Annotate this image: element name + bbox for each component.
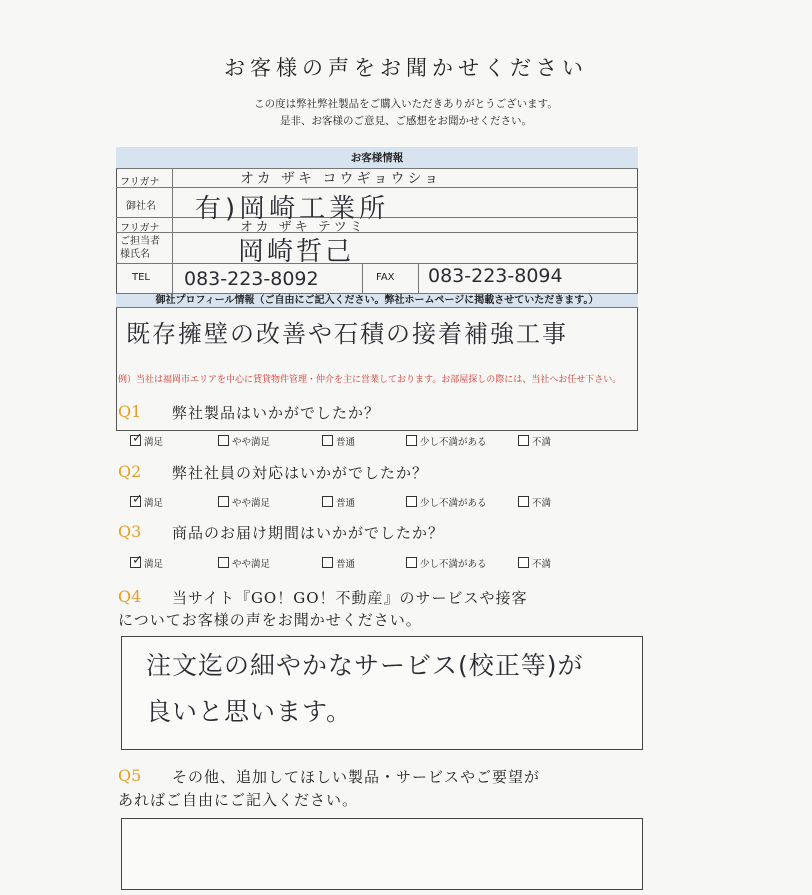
customer-info-header: お客様情報 [116, 147, 638, 169]
check-mark-icon: ✓ [132, 553, 143, 568]
fax-value: 083-223-8094 [428, 265, 563, 287]
q1-number: Q1 [118, 402, 142, 421]
person-label: ご担当者 様氏名 [120, 236, 160, 260]
checkbox[interactable] [406, 496, 417, 507]
q5-text-line-2: あればご自由にご記入ください。 [118, 791, 359, 809]
column-divider [418, 263, 419, 293]
q1-option-4[interactable]: 少し不満がある [406, 434, 487, 448]
q3-text: 商品のお届け期間はいかがでしたか？ [172, 524, 445, 542]
checkbox[interactable] [218, 496, 229, 507]
q3-option-3[interactable]: 普通 [322, 556, 355, 570]
q4-text-line-2: についてお客様の声をお聞かせください。 [118, 611, 422, 629]
tel-value: 083-223-8092 [184, 268, 319, 290]
company-name-value: 有)岡崎工業所 [195, 194, 390, 224]
q5-number: Q5 [118, 766, 142, 785]
column-divider [172, 169, 173, 293]
checkbox[interactable] [322, 557, 333, 568]
profile-value: 既存擁壁の改善や石積の接着補強工事 [126, 320, 568, 348]
q4-text-line-1: 当サイト『GO！GO！不動産』のサービスや接客 [172, 589, 528, 607]
q4-answer-line-1: 注文迄の細やかなサービス(校正等)が [146, 651, 584, 680]
q3-option-1[interactable]: ✓ 満足 [132, 553, 164, 570]
q1-option-1[interactable]: ✓ 満足 [132, 431, 164, 448]
column-divider [362, 263, 363, 293]
furigana2-label: フリガナ [120, 223, 160, 234]
checkbox[interactable] [518, 435, 529, 446]
checkbox[interactable] [518, 557, 529, 568]
q4-number: Q4 [118, 587, 142, 606]
q2-text: 弊社社員の対応はいかがでしたか？ [172, 464, 429, 482]
intro-line-2: 是非、お客様のご意見、ご感想をお聞かせください。 [280, 115, 532, 127]
q3-option-4[interactable]: 少し不満がある [406, 556, 487, 570]
row-divider [116, 263, 638, 264]
q2-option-3[interactable]: 普通 [322, 495, 355, 509]
person-name-value: 岡崎哲己 [238, 237, 355, 267]
q1-option-3[interactable]: 普通 [322, 434, 355, 448]
q3-number: Q3 [118, 522, 142, 541]
checkbox[interactable] [406, 557, 417, 568]
q1-text: 弊社製品はいかがでしたか？ [172, 404, 381, 422]
q2-option-1[interactable]: ✓ 満足 [132, 492, 164, 509]
page-title: お客様の声をお聞かせください [224, 56, 588, 80]
checkbox[interactable] [130, 553, 143, 568]
q2-option-5[interactable]: 不満 [518, 495, 551, 509]
checkbox[interactable] [130, 492, 143, 507]
q4-answer-line-2: 良いと思います。 [146, 697, 353, 726]
checkbox[interactable] [322, 496, 333, 507]
check-mark-icon: ✓ [132, 431, 143, 446]
checkbox[interactable] [218, 435, 229, 446]
company-label: 御社名 [126, 201, 156, 212]
q2-option-4[interactable]: 少し不満がある [406, 495, 487, 509]
company-furigana-value: オカ ザキ コウギョウショ [240, 171, 442, 187]
q3-option-2[interactable]: やや満足 [218, 556, 270, 570]
person-furigana-value: オカ ザキ テツミ [240, 220, 366, 235]
q3-option-5[interactable]: 不満 [518, 556, 551, 570]
tel-label: TEL [132, 272, 150, 283]
check-mark-icon: ✓ [132, 492, 143, 507]
checkbox[interactable] [130, 431, 143, 446]
checkbox[interactable] [518, 496, 529, 507]
q2-number: Q2 [118, 462, 142, 481]
q5-answer-box[interactable] [121, 818, 643, 890]
profile-header: 御社プロフィール情報（ご自由にご記入ください。弊社ホームページに掲載させていただきます。） [116, 293, 638, 308]
q1-option-2[interactable]: やや満足 [218, 434, 270, 448]
row-divider [116, 232, 638, 233]
checkbox[interactable] [406, 435, 417, 446]
example-note: 例）当社は福岡市エリアを中心に賃貸物件管理・仲介を主に営業しております。お部屋探しの際には、当社へお任せ下さい。 [118, 375, 622, 385]
intro-line-1: この度は弊社弊社製品をご購入いただきありがとうございます。 [254, 98, 558, 110]
q5-text-line-1: その他、追加してほしい製品・サービスやご要望が [172, 768, 541, 786]
checkbox[interactable] [218, 557, 229, 568]
checkbox[interactable] [322, 435, 333, 446]
fax-label: FAX [376, 272, 395, 283]
q2-option-2[interactable]: やや満足 [218, 495, 270, 509]
furigana-label: フリガナ [120, 177, 160, 188]
q1-option-5[interactable]: 不満 [518, 434, 551, 448]
